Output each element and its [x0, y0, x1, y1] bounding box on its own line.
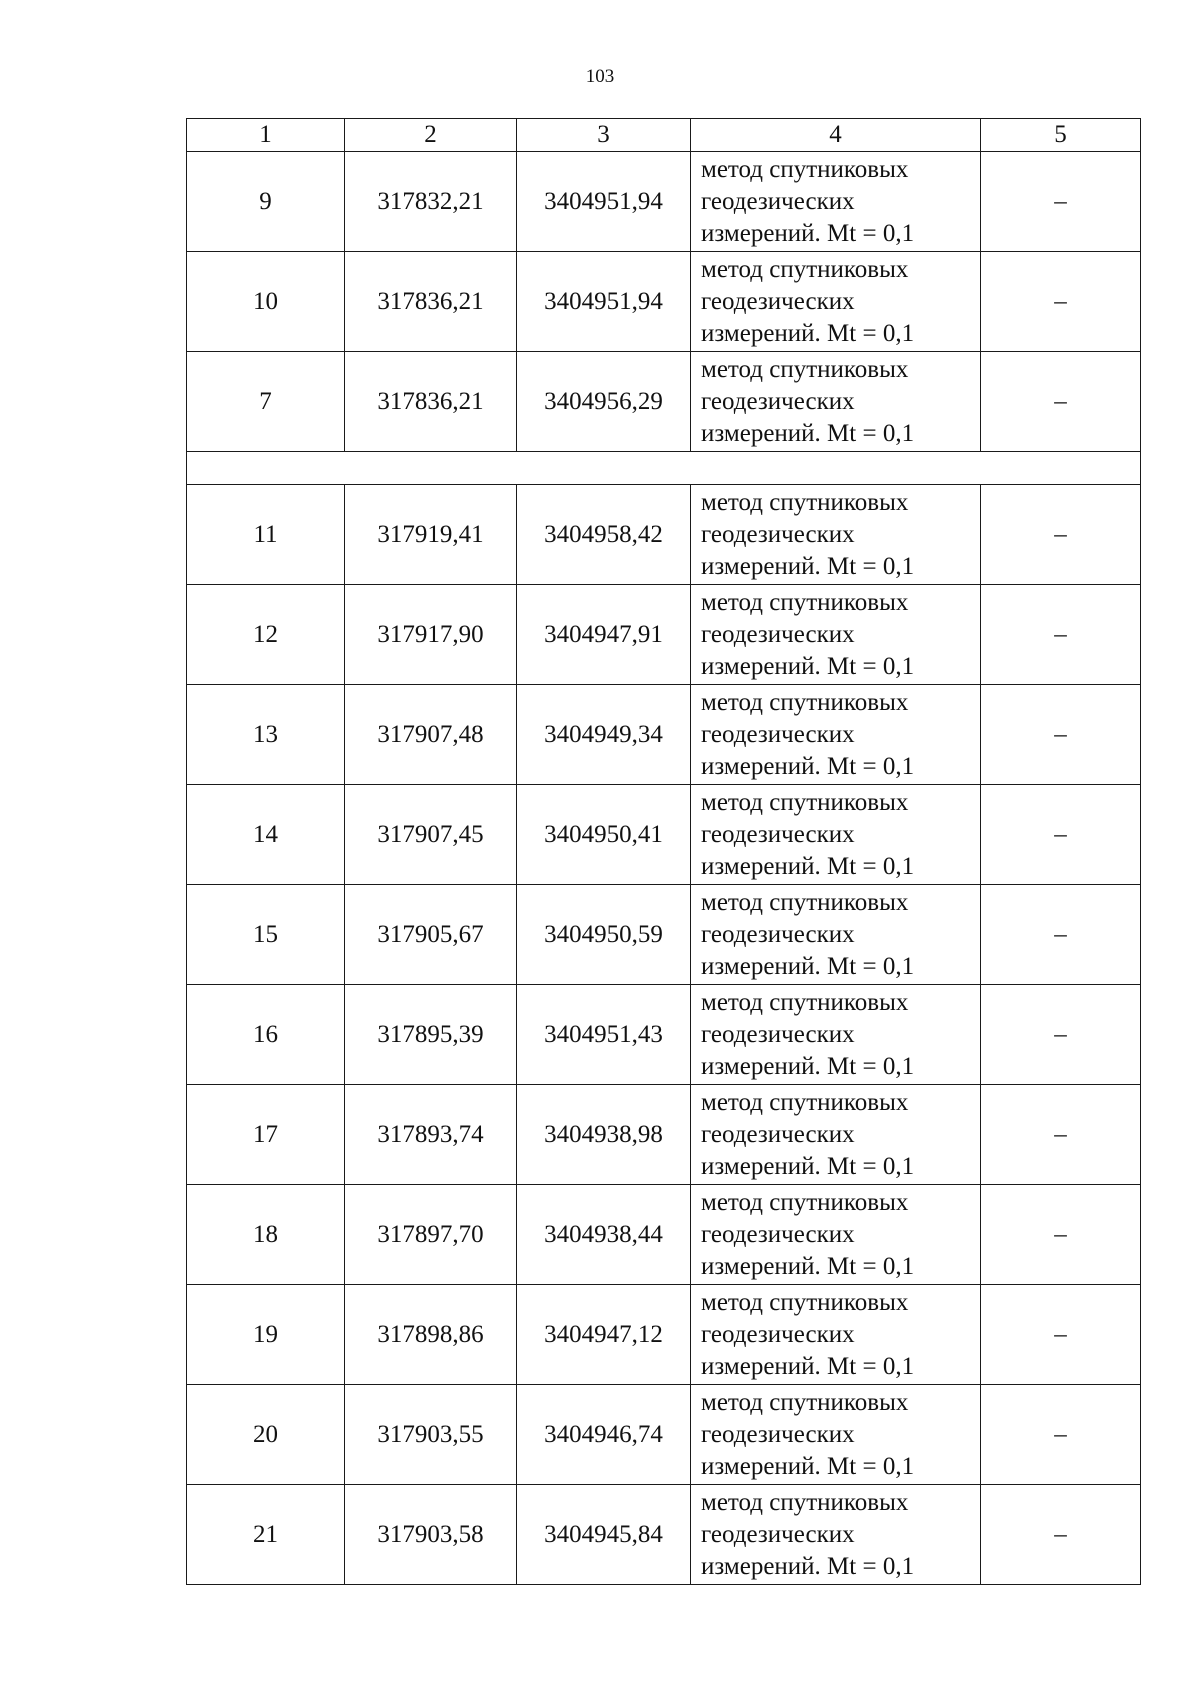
method-line: метод спутниковых	[701, 1388, 909, 1416]
x-coordinate-cell: 317907,48	[345, 685, 517, 785]
description-cell: –	[981, 152, 1141, 252]
y-coordinate-cell: 3404945,84	[517, 1485, 691, 1585]
column-header: 1	[187, 119, 345, 152]
point-number-cell: 14	[187, 785, 345, 885]
method-line: метод спутниковых	[701, 1088, 909, 1116]
method-line: метод спутниковых	[701, 788, 909, 816]
column-header: 5	[981, 119, 1141, 152]
point-number-cell: 18	[187, 1185, 345, 1285]
point-number-cell: 19	[187, 1285, 345, 1385]
description-cell: –	[981, 485, 1141, 585]
x-coordinate-cell: 317919,41	[345, 485, 517, 585]
description-cell: –	[981, 1485, 1141, 1585]
x-coordinate-cell: 317898,86	[345, 1285, 517, 1385]
method-line: метод спутниковых	[701, 588, 909, 616]
method-line: геодезических	[701, 1520, 855, 1548]
table-row	[187, 252, 1141, 352]
method-cell	[691, 485, 981, 585]
method-line: геодезических	[701, 720, 855, 748]
method-line: геодезических	[701, 1220, 855, 1248]
point-number-cell: 11	[187, 485, 345, 585]
method-line: геодезических	[701, 620, 855, 648]
method-cell	[691, 585, 981, 685]
description-cell: –	[981, 685, 1141, 785]
method-line: геодезических	[701, 1020, 855, 1048]
y-coordinate-cell: 3404951,94	[517, 152, 691, 252]
method-cell	[691, 885, 981, 985]
x-coordinate-cell: 317836,21	[345, 352, 517, 452]
point-number-cell: 10	[187, 252, 345, 352]
method-cell	[691, 152, 981, 252]
method-line: геодезических	[701, 387, 855, 415]
table-row	[187, 152, 1141, 252]
description-cell: –	[981, 1085, 1141, 1185]
column-header: 4	[691, 119, 981, 152]
method-line: метод спутниковых	[701, 255, 909, 283]
y-coordinate-cell: 3404949,34	[517, 685, 691, 785]
y-coordinate-cell: 3404951,43	[517, 985, 691, 1085]
method-cell	[691, 1185, 981, 1285]
point-number-cell: 13	[187, 685, 345, 785]
y-coordinate-cell: 3404958,42	[517, 485, 691, 585]
method-line: измерений. Mt = 0,1	[701, 1552, 915, 1580]
method-line: измерений. Mt = 0,1	[701, 1152, 915, 1180]
table-body	[187, 119, 1141, 1585]
method-line: измерений. Mt = 0,1	[701, 552, 915, 580]
method-line: измерений. Mt = 0,1	[701, 319, 915, 347]
method-line: измерений. Mt = 0,1	[701, 1352, 915, 1380]
table-row	[187, 485, 1141, 585]
x-coordinate-cell: 317895,39	[345, 985, 517, 1085]
method-line: геодезических	[701, 920, 855, 948]
table-row	[187, 1485, 1141, 1585]
x-coordinate-cell: 317836,21	[345, 252, 517, 352]
method-line: измерений. Mt = 0,1	[701, 219, 915, 247]
method-line: геодезических	[701, 1420, 855, 1448]
method-line: метод спутниковых	[701, 155, 909, 183]
method-cell	[691, 785, 981, 885]
method-line: метод спутниковых	[701, 1188, 909, 1216]
point-number-cell: 15	[187, 885, 345, 985]
method-line: измерений. Mt = 0,1	[701, 652, 915, 680]
method-cell	[691, 252, 981, 352]
y-coordinate-cell: 3404950,41	[517, 785, 691, 885]
coordinates-table	[186, 118, 1141, 1585]
description-cell: –	[981, 985, 1141, 1085]
method-line: геодезических	[701, 187, 855, 215]
x-coordinate-cell: 317917,90	[345, 585, 517, 685]
method-line: геодезических	[701, 820, 855, 848]
y-coordinate-cell: 3404946,74	[517, 1385, 691, 1485]
method-line: метод спутниковых	[701, 355, 909, 383]
method-cell	[691, 1485, 981, 1585]
table-row	[187, 585, 1141, 685]
x-coordinate-cell: 317905,67	[345, 885, 517, 985]
method-cell	[691, 352, 981, 452]
method-cell	[691, 985, 981, 1085]
method-line: геодезических	[701, 520, 855, 548]
x-coordinate-cell: 317907,45	[345, 785, 517, 885]
method-line: измерений. Mt = 0,1	[701, 952, 915, 980]
y-coordinate-cell: 3404947,91	[517, 585, 691, 685]
x-coordinate-cell: 317832,21	[345, 152, 517, 252]
method-line: измерений. Mt = 0,1	[701, 1052, 915, 1080]
y-coordinate-cell: 3404951,94	[517, 252, 691, 352]
point-number-cell: 21	[187, 1485, 345, 1585]
method-line: измерений. Mt = 0,1	[701, 852, 915, 880]
method-cell	[691, 685, 981, 785]
method-line: метод спутниковых	[701, 1488, 909, 1516]
description-cell: –	[981, 785, 1141, 885]
method-line: геодезических	[701, 1320, 855, 1348]
table-row	[187, 1185, 1141, 1285]
table-row	[187, 352, 1141, 452]
table-row	[187, 1285, 1141, 1385]
method-cell	[691, 1385, 981, 1485]
method-line: геодезических	[701, 1120, 855, 1148]
page-number: 103	[585, 66, 615, 87]
table-row	[187, 785, 1141, 885]
y-coordinate-cell: 3404950,59	[517, 885, 691, 985]
method-line: измерений. Mt = 0,1	[701, 419, 915, 447]
method-line: измерений. Mt = 0,1	[701, 1252, 915, 1280]
method-line: метод спутниковых	[701, 988, 909, 1016]
point-number-cell: 17	[187, 1085, 345, 1185]
table-row	[187, 885, 1141, 985]
point-number-cell: 7	[187, 352, 345, 452]
column-header: 3	[517, 119, 691, 152]
method-cell	[691, 1085, 981, 1185]
method-line: измерений. Mt = 0,1	[701, 1452, 915, 1480]
y-coordinate-cell: 3404938,44	[517, 1185, 691, 1285]
method-line: метод спутниковых	[701, 488, 909, 516]
description-cell: –	[981, 1385, 1141, 1485]
method-line: геодезических	[701, 287, 855, 315]
point-number-cell: 16	[187, 985, 345, 1085]
description-cell: –	[981, 352, 1141, 452]
method-line: метод спутниковых	[701, 888, 909, 916]
point-number-cell: 9	[187, 152, 345, 252]
description-cell: –	[981, 585, 1141, 685]
point-number-cell: 20	[187, 1385, 345, 1485]
y-coordinate-cell: 3404956,29	[517, 352, 691, 452]
x-coordinate-cell: 317903,58	[345, 1485, 517, 1585]
method-line: метод спутниковых	[701, 688, 909, 716]
table-row	[187, 685, 1141, 785]
table-row	[187, 1085, 1141, 1185]
header-row	[187, 119, 1141, 152]
method-line: метод спутниковых	[701, 1288, 909, 1316]
description-cell: –	[981, 885, 1141, 985]
table-row	[187, 1385, 1141, 1485]
y-coordinate-cell: 3404947,12	[517, 1285, 691, 1385]
description-cell: –	[981, 1185, 1141, 1285]
x-coordinate-cell: 317903,55	[345, 1385, 517, 1485]
method-cell	[691, 1285, 981, 1385]
column-header: 2	[345, 119, 517, 152]
point-number-cell: 12	[187, 585, 345, 685]
x-coordinate-cell: 317893,74	[345, 1085, 517, 1185]
section-separator-row	[187, 452, 1141, 485]
description-cell: –	[981, 1285, 1141, 1385]
y-coordinate-cell: 3404938,98	[517, 1085, 691, 1185]
description-cell: –	[981, 252, 1141, 352]
method-line: измерений. Mt = 0,1	[701, 752, 915, 780]
table-row	[187, 985, 1141, 1085]
section-separator-cell	[187, 452, 1141, 485]
x-coordinate-cell: 317897,70	[345, 1185, 517, 1285]
